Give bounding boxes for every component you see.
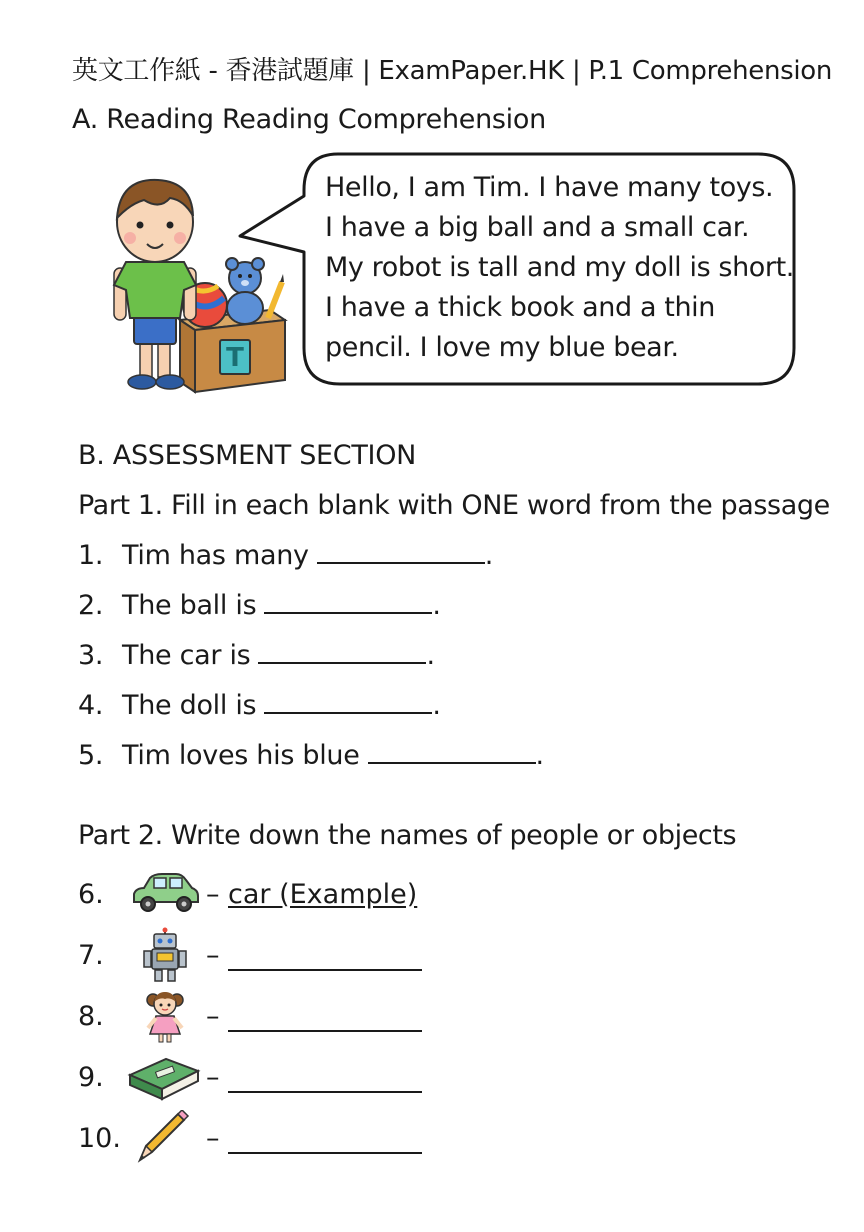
question-end: . [426, 640, 435, 671]
question-2 [78, 590, 441, 621]
question-text: Tim loves his blue [122, 740, 360, 771]
item-dash: – [206, 1000, 220, 1032]
question-3 [78, 640, 435, 671]
question-number: 1. [78, 540, 104, 571]
answer-blank-5[interactable] [368, 740, 536, 764]
item-dash: – [206, 1061, 220, 1093]
item-number: 10. [78, 1122, 121, 1154]
item-8 [78, 986, 422, 1046]
item-number: 7. [78, 939, 104, 971]
question-number: 4. [78, 690, 104, 721]
answer-blank-3[interactable] [258, 640, 426, 664]
question-number: 5. [78, 740, 104, 771]
item-7 [78, 925, 422, 985]
item-dash: – [206, 939, 220, 971]
pencil-icon [126, 1110, 204, 1166]
part2-title: Part 2. Write down the names of people or objects [78, 820, 737, 851]
passage-line: I have a thick book and a thin [325, 292, 715, 323]
answer-line-8[interactable] [228, 1000, 422, 1032]
answer-blank-1[interactable] [317, 540, 485, 564]
answer-blank-2[interactable] [264, 590, 432, 614]
reading-passage [325, 168, 795, 368]
robot-icon [126, 927, 204, 983]
item-9 [78, 1047, 422, 1107]
item-number: 6. [78, 878, 104, 910]
answer-blank-4[interactable] [264, 690, 432, 714]
section-a-title: A. Reading Reading Comprehension [72, 104, 546, 135]
worksheet-header: 英文工作紙 - 香港試題庫 | ExamPaper.HK | P.1 Comprehension [72, 56, 833, 86]
question-end: . [535, 740, 544, 771]
item-dash: – [206, 878, 220, 910]
item-number: 8. [78, 1000, 104, 1032]
passage-line: I have a big ball and a small car. [325, 212, 750, 243]
item-dash: – [206, 1122, 220, 1154]
question-number: 3. [78, 640, 104, 671]
book-icon [126, 1049, 204, 1105]
item-number: 9. [78, 1061, 104, 1093]
passage-line: My robot is tall and my doll is short. [325, 252, 794, 283]
item-10 [78, 1108, 422, 1168]
question-4 [78, 690, 441, 721]
answer-line-9[interactable] [228, 1061, 422, 1093]
answer-line-7[interactable] [228, 939, 422, 971]
question-end: . [484, 540, 493, 571]
answer-line-10[interactable] [228, 1122, 422, 1154]
car-icon [126, 866, 204, 922]
example-answer: car (Example) [228, 878, 418, 910]
section-b-title: B. ASSESSMENT SECTION [78, 440, 417, 471]
question-end: . [432, 690, 441, 721]
passage-line: Hello, I am Tim. I have many toys. [325, 172, 774, 203]
question-text: Tim has many [122, 540, 309, 571]
question-text: The ball is [122, 590, 257, 621]
item-6 [78, 864, 417, 924]
question-5 [78, 740, 544, 771]
question-number: 2. [78, 590, 104, 621]
toy-box-letter: T [226, 343, 244, 373]
question-text: The car is [122, 640, 251, 671]
question-end: . [432, 590, 441, 621]
question-text: The doll is [122, 690, 257, 721]
passage-line: pencil. I love my blue bear. [325, 332, 679, 363]
question-1 [78, 540, 493, 571]
part1-title: Part 1. Fill in each blank with ONE word from the passage [78, 490, 830, 521]
doll-icon [126, 988, 204, 1044]
